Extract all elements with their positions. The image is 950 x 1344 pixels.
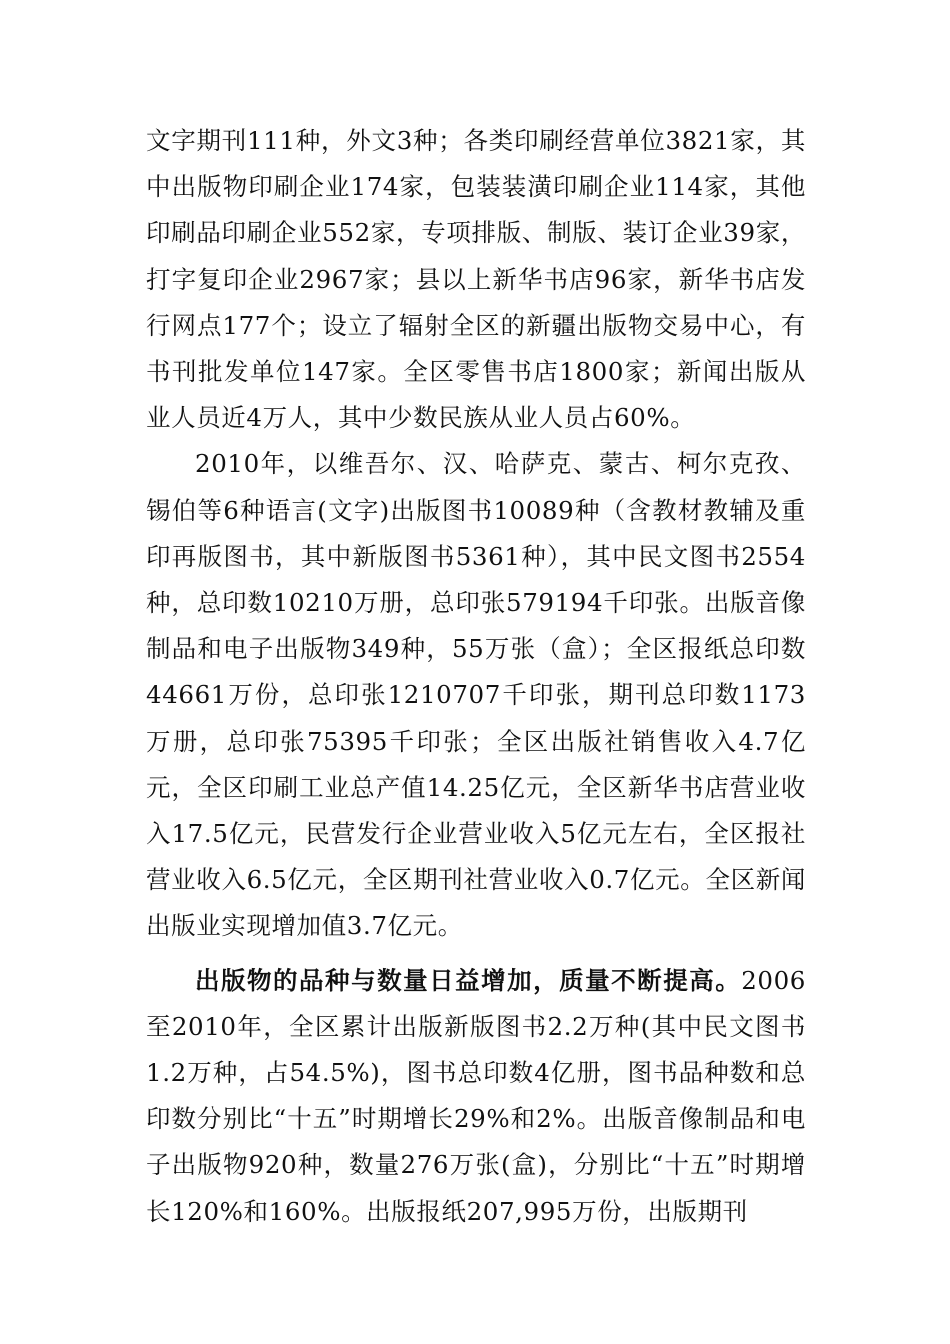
- paragraph-2-text: 2010年，以维吾尔、汉、哈萨克、蒙古、柯尔克孜、锡伯等6种语言(文字)出版图书10089种（含教材教辅及重印再版图书，其中新版图书5361种），其中民文图书2554种，总印数10210万册，总印张579194千印张。出版音像制品和电子出版物349种，55万张（盒）；全区报纸总印数44661万份，总印张1210707千印张，期刊总印数1173万册，总印张75395千印张；全区出版社销售收入4.7亿元，全区印刷工业总产值14.25亿元，全区新华书店营业收入17.5亿元，民营发行企业营业收入5亿元左右，全区报社营业收入6.5亿元，全区期刊社营业收入0.7亿元。全区新闻出版业实现增加值3.7亿元。: [146, 449, 806, 941]
- body-text: [146, 118, 806, 1235]
- paragraph-3-lead: 出版物的品种与数量日益增加，质量不断提高。: [195, 965, 742, 995]
- paragraph-3-text: 2006至2010年，全区累计出版新版图书2.2万种(其中民文图书1.2万种，占54.5%)，图书总印数4亿册，图书品种数和总印数分别比“十五”时期增长29%和2%。出版音像制品和电子出版物920种，数量276万张(盒)，分别比“十五”时期增长120%和160%。出版报纸207,995万份，出版期刊: [146, 965, 806, 1226]
- paragraph-2: [146, 441, 806, 949]
- paragraph-1-text: 文字期刊111种，外文3种；各类印刷经营单位3821家，其中出版物印刷企业174家，包装装潢印刷企业114家，其他印刷品印刷企业552家，专项排版、制版、装订企业39家，打字复印企业2967家；县以上新华书店96家，新华书店发行网点177个；设立了辐射全区的新疆出版物交易中心，有书刊批发单位147家。全区零售书店1800家；新闻出版从业人员近4万人，其中少数民族从业人员占60%。: [146, 126, 806, 433]
- paragraph-3: [146, 958, 806, 1235]
- paragraph-1: [146, 118, 806, 441]
